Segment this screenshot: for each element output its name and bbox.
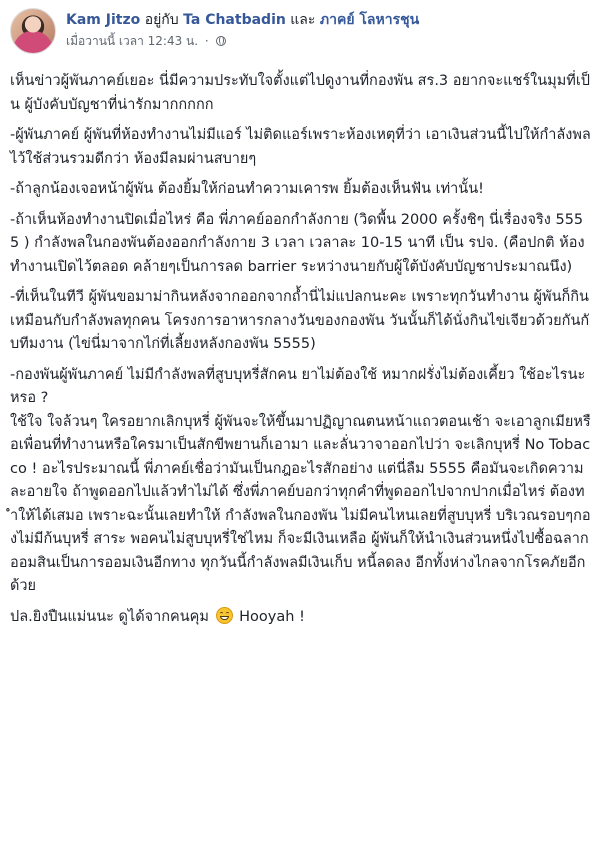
tagged-person-2-link[interactable]: ภาคย์ โลหารชุน: [319, 12, 420, 28]
closing-text: ปล.ยิงปืนแม่นนะ ดูได้จากคนคุม: [10, 608, 209, 625]
hooyah-text: Hooyah !: [239, 608, 305, 625]
tagged-person-1-link[interactable]: Ta Chatbadin: [183, 12, 286, 28]
post-timestamp-link[interactable]: เมื่อวานนี้ เวลา 12:43 น.: [66, 34, 199, 48]
time-line: [66, 33, 586, 49]
post-header: [10, 8, 590, 56]
post-paragraph-3: -ถ้าลูกน้องเจอหน้าผู้พัน ต้องยิ้มให้ก่อนทำความเคารพ ยิ้มต้องเห็นฟัน เท่านั้น!: [10, 181, 484, 197]
and-text: และ: [290, 12, 316, 28]
separator-dot: ·: [204, 34, 209, 48]
author-avatar[interactable]: [10, 8, 56, 54]
author-name-link[interactable]: Kam Jitzo: [66, 12, 141, 28]
post-body: [10, 70, 592, 636]
post-paragraph-2: -ผู้พันภาคย์ ผู้พันที่ห้องทำงานไม่มีแอร์ ไม่ติดแอร์เพราะห้องเหตุที่ว่า เอาเงินส่วนนี้ไปให้กำลังพลไว้ใช้ส่วนรวมดีกว่า ห้องมีลมผ่านสบายๆ: [10, 127, 591, 167]
grinning-sweat-emoji-icon: [216, 607, 233, 624]
post-paragraph-6: -กองพันผู้พันภาคย์ ไม่มีกำลังพลที่สูบบุหรี่สักคน ยาไม่ต้องใช้ หมากฝรั่งไม่ต้องเคี้ยว ใช้อะไรนะหรอ ?: [10, 366, 586, 406]
post-paragraph-1: เห็นข่าวผู้พันภาคย์เยอะ นี่มีความประทับใจตั้งแต่ไปดูงานที่กองพัน สร.3 อยากจะแชร์ในมุมที่เป็น ผู้บังคับบัญชาที่น่ารักมากกกกก: [10, 73, 590, 113]
post-paragraph-4: -ถ้าเห็นห้องทำงานปิดเมื่อไหร่ คือ พี่ภาคย์ออกกำลังกาย (วิดพื้น 2000 ครั้งชิๆ นี่เรื่องจริง 5555 ) กำลังพลในกองพันต้องออกกำลังกาย 3 เวลา เวลาละ 10-15 นาที เป็น รปจ. (คือปกติ ห้องทำงานเปิดไว้ตลอด คล้ายๆเป็นการลด barrier ระหว่างนายกับผู้ใต้บังคับบัญชาประมาณนึง): [10, 211, 585, 275]
post-paragraph-5: -ที่เห็นในทีวี ผู้พันขอมาม่ากินหลังจากออกจากถ้ำนี่ไม่แปลกนะคะ เพราะทุกวันทำงาน ผู้พันก็กินเหมือนกับกำลังพลทุกคน โครงการอาหารกลางวันของกองพัน วันนั้นก็ได้นั่งกินไข่เจียวด้วยกันกับทีมงาน (ไข่นี่มาจากไก่ที่เลี้ยงหลังกองพัน 5555): [10, 289, 590, 352]
post-closing: [10, 606, 592, 630]
globe-icon[interactable]: [216, 36, 226, 46]
post-paragraph-7: ใช้ใจ ใจล้วนๆ ใครอยากเลิกบุหรี่ ผู้พันจะให้ขึ้นมาปฏิญาณตนหน้าแถวตอนเช้า จะเอาลูกเมียหรือเพื่อนที่ทำงานหรือใครมาเป็นสักขีพยานก็เอามา และลั่นวาจาออกไปว่า จะเลิกบุหรี่ No Tobacco ! อะไรประมาณนี้ พี่ภาคย์เชื่อว่ามันเป็นกฎอะไรสักอย่าง แต่นี่ลืม 5555 คือมันจะเกิดความละอายใจ ถ้าพูดออกไปแล้วทำไม่ได้ ซึ่งพี่ภาคย์บอกว่าทุกคำที่พูดออกไปจากปากเมื่อไหร่ ต้องทำให้ได้เสมอ เพราะฉะนั้นเลยทำให้ กำลังพลในกองพัน ไม่มีคนไหนเลยที่สูบบุหรี่ บริเวณรอบๆกองไม่มีก้นบุหรี่ สาระ พอคนไม่สูบบุหรี่ใช่ไหม ก็จะมีเงินเหลือ ผู้พันก็ให้นำเงินส่วนหนึ่งไปซื้อฉลากออมสินเป็นการออมเงินอีกทาง ทุกวันนี้กำลังพลมีเงินเก็บ หนี้ลดลง อีกทั้งห่างไกลจากโรคภัยอีกด้วย: [10, 413, 591, 594]
with-text: อยู่กับ: [144, 12, 179, 28]
post-meta: [66, 11, 586, 49]
author-line: [66, 11, 586, 29]
